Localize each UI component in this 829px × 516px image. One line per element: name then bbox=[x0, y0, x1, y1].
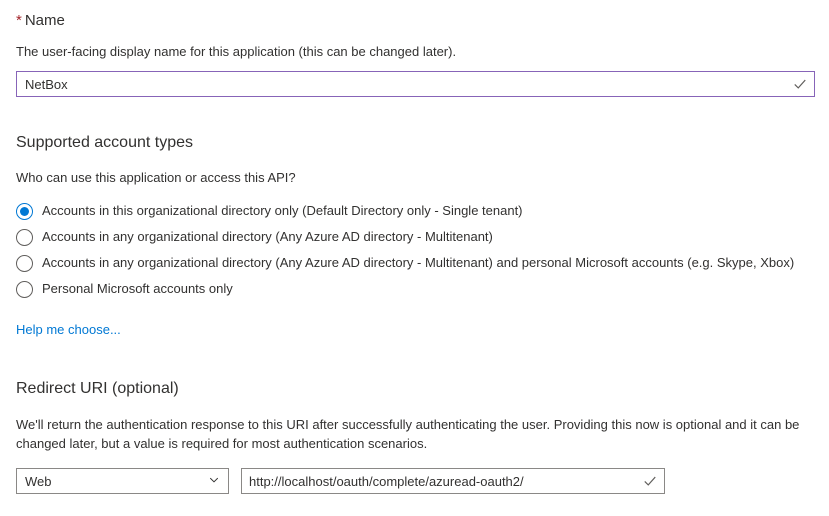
radio-option-multitenant[interactable] bbox=[16, 224, 813, 250]
name-label bbox=[16, 10, 813, 32]
account-type-radio-group bbox=[16, 198, 813, 302]
supported-account-types-question: Who can use this application or access this API? bbox=[16, 170, 296, 185]
radio-indicator[interactable] bbox=[16, 203, 33, 220]
radio-option-label: Personal Microsoft accounts only bbox=[42, 281, 233, 296]
supported-account-types-section bbox=[16, 132, 813, 337]
radio-option-single-tenant[interactable] bbox=[16, 198, 813, 224]
radio-option-label: Accounts in this organizational directory only (Default Directory only - Single tenant) bbox=[42, 203, 523, 218]
redirect-uri-input[interactable] bbox=[242, 469, 664, 493]
radio-option-label: Accounts in any organizational directory (Any Azure AD directory - Multitenant) bbox=[42, 229, 493, 244]
name-label-text: Name bbox=[24, 12, 65, 29]
radio-indicator[interactable] bbox=[16, 255, 33, 272]
radio-option-label: Accounts in any organizational directory (Any Azure AD directory - Multitenant) and personal Microsoft accounts (e.g. Skype, Xbox) bbox=[42, 255, 795, 270]
radio-indicator[interactable] bbox=[16, 281, 33, 298]
redirect-uri-section bbox=[16, 378, 813, 494]
radio-option-multitenant-personal[interactable] bbox=[16, 250, 813, 276]
name-description: The user-facing display name for this application (this can be changed later). bbox=[16, 44, 457, 59]
platform-select-value: Web bbox=[25, 473, 52, 489]
redirect-uri-input-container[interactable] bbox=[241, 468, 665, 494]
name-input-container[interactable] bbox=[16, 71, 815, 97]
required-indicator: * bbox=[16, 12, 22, 29]
redirect-uri-description: We'll return the authentication response to this URI after successfully authenticating the user. Providing this now is optional and it can be changed later, but a value is required for most authentication scenarios. bbox=[16, 417, 800, 451]
redirect-uri-heading: Redirect URI (optional) bbox=[16, 380, 179, 397]
help-me-choose-link[interactable]: Help me choose... bbox=[16, 322, 121, 337]
name-input[interactable] bbox=[17, 72, 814, 96]
radio-option-personal-only[interactable] bbox=[16, 276, 813, 302]
chevron-down-icon bbox=[208, 473, 220, 489]
platform-select[interactable] bbox=[16, 468, 229, 494]
supported-account-types-heading: Supported account types bbox=[16, 134, 194, 151]
redirect-uri-row bbox=[16, 468, 813, 494]
name-section bbox=[16, 10, 813, 97]
radio-indicator[interactable] bbox=[16, 229, 33, 246]
